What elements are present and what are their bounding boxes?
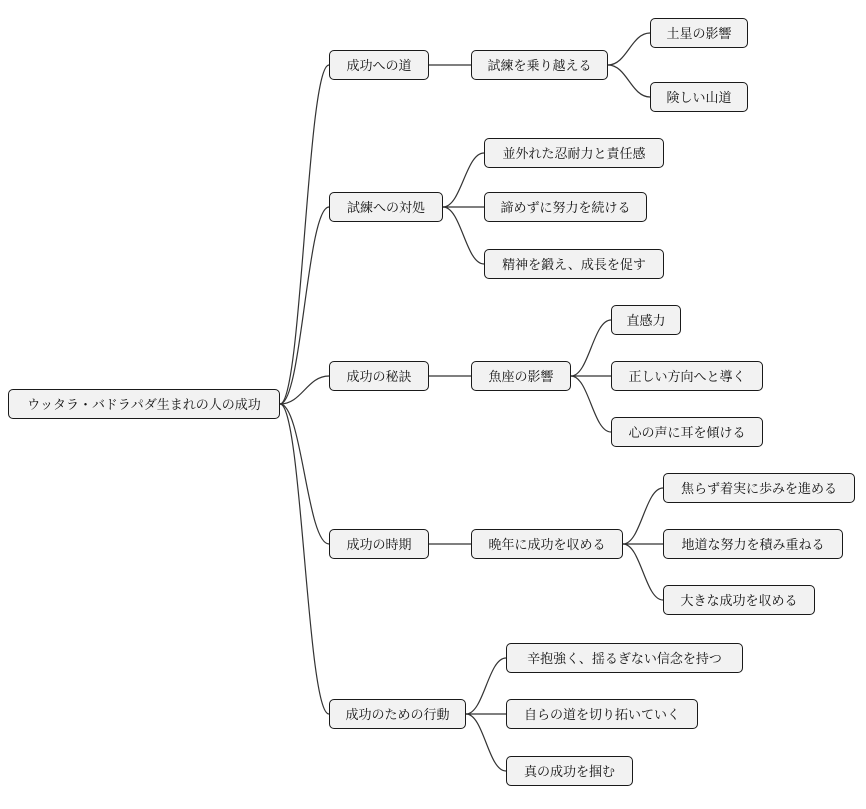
mindmap-node-label: 土星の影響 — [666, 25, 732, 41]
mindmap-edge — [608, 65, 650, 97]
mindmap-node-label: 険しい山道 — [666, 89, 732, 105]
mindmap-node-label: 魚座の影響 — [488, 368, 554, 384]
mindmap-node-label: 成功の時期 — [346, 536, 412, 552]
mindmap-node — [329, 192, 443, 222]
mindmap-edge — [466, 714, 506, 771]
mindmap-node — [471, 529, 623, 559]
mindmap-edge — [571, 320, 611, 376]
mindmap-node-label: 正しい方向へと導く — [628, 368, 746, 384]
mindmap-node-label: 地道な努力を積み重ねる — [681, 536, 825, 552]
mindmap-node — [471, 50, 608, 80]
mindmap-edge — [608, 33, 650, 65]
mindmap-node — [329, 361, 429, 391]
mindmap-node-label: 成功の秘訣 — [346, 368, 412, 384]
mindmap-node-label: 並外れた忍耐力と責任感 — [502, 145, 646, 161]
mindmap-node-label: 晩年に成功を収める — [488, 536, 606, 552]
mindmap-node — [506, 699, 698, 729]
mindmap-edge — [623, 488, 663, 544]
mindmap-node-label: 真の成功を掴む — [523, 763, 615, 779]
mindmap-root-node — [8, 389, 280, 419]
mindmap-node-label: 成功のための行動 — [345, 706, 450, 722]
mindmap-node — [329, 50, 429, 80]
mindmap-edge — [443, 153, 484, 207]
mindmap-node-label: 成功への道 — [346, 57, 412, 73]
mindmap-edge — [623, 544, 663, 600]
mindmap-node — [329, 529, 429, 559]
mindmap-node — [484, 192, 647, 222]
mindmap-node — [611, 305, 681, 335]
mindmap-edge — [280, 207, 329, 404]
mindmap-edge — [280, 404, 329, 544]
mindmap-node-label: 辛抱強く、揺るぎない信念を持つ — [527, 650, 722, 666]
mindmap-node-label: 試練を乗り越える — [487, 57, 592, 73]
mindmap-edge — [571, 376, 611, 432]
mindmap-node — [650, 82, 748, 112]
mindmap-edge — [466, 658, 506, 714]
mindmap-edge — [280, 376, 329, 404]
mindmap-node — [663, 585, 815, 615]
mindmap-node — [611, 417, 763, 447]
mindmap-node — [484, 249, 664, 279]
mindmap-node — [663, 473, 855, 503]
mindmap-node — [484, 138, 664, 168]
mindmap-node-label: 試練への対処 — [346, 199, 425, 215]
mindmap-node-label: 諦めずに努力を続ける — [500, 199, 631, 215]
mindmap-node-label: 焦らず着実に歩みを進める — [680, 480, 837, 496]
mindmap-node-label: 直感力 — [626, 312, 666, 328]
mindmap-node — [471, 361, 571, 391]
mindmap-node — [506, 756, 633, 786]
mindmap-node-label: 自らの道を切り拓いていく — [523, 706, 680, 722]
mindmap-node — [611, 361, 763, 391]
mindmap-node — [506, 643, 743, 673]
mindmap-edge — [280, 65, 329, 404]
mindmap-node-label: 心の声に耳を傾ける — [628, 424, 746, 440]
mindmap-node — [329, 699, 466, 729]
mindmap-node-label: 精神を鍛え、成長を促す — [502, 256, 646, 272]
mindmap-edge — [443, 207, 484, 264]
mindmap-node — [650, 18, 748, 48]
mindmap-node-label: 大きな成功を収める — [680, 592, 798, 608]
mindmap-edge — [280, 404, 329, 714]
mindmap-node-label: ウッタラ・バドラパダ生まれの人の成功 — [27, 396, 261, 412]
mindmap-node — [663, 529, 843, 559]
